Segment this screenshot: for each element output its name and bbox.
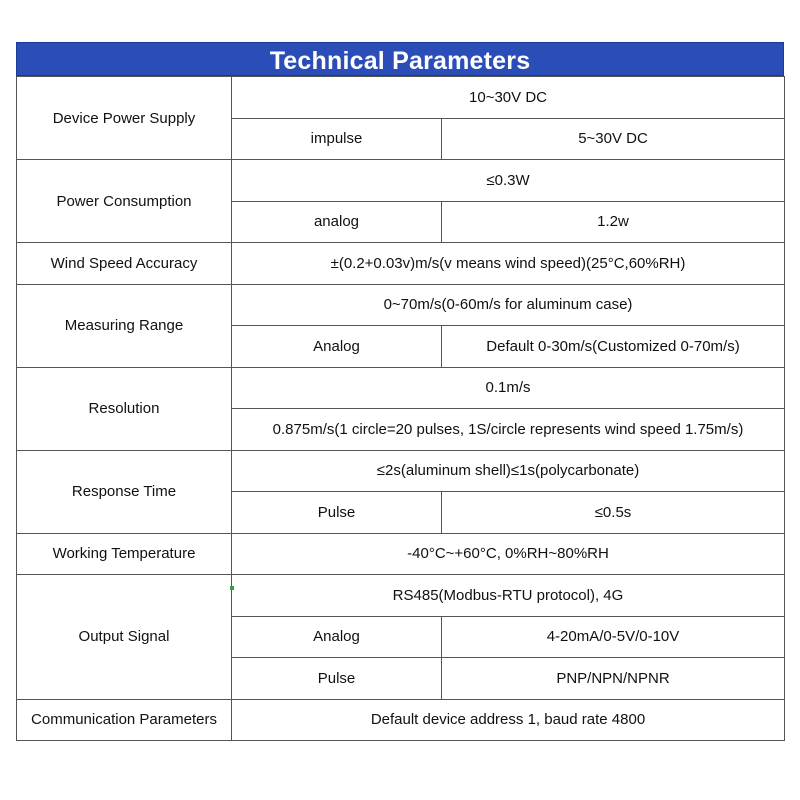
param-sublabel-output-analog: Analog — [232, 616, 442, 658]
param-value-response-time: ≤2s(aluminum shell)≤1s(polycarbonate) — [232, 450, 785, 492]
table-row — [17, 533, 785, 575]
table-row — [17, 699, 785, 741]
table-row — [17, 160, 785, 202]
param-value-power-consumption: ≤0.3W — [232, 160, 785, 202]
param-sublabel-impulse: impulse — [232, 118, 442, 160]
param-label-output-signal: Output Signal — [17, 575, 232, 700]
param-label-communication: Communication Parameters — [17, 699, 232, 741]
param-label-resolution: Resolution — [17, 367, 232, 450]
green-marker — [230, 586, 234, 590]
param-label-response-time: Response Time — [17, 450, 232, 533]
table-row — [17, 77, 785, 119]
table-row — [17, 367, 785, 409]
table-row — [17, 284, 785, 326]
param-subvalue-output-analog: 4-20mA/0-5V/0-10V — [442, 616, 785, 658]
param-label-power-supply: Device Power Supply — [17, 77, 232, 160]
param-sublabel-analog: analog — [232, 201, 442, 243]
param-label-power-consumption: Power Consumption — [17, 160, 232, 243]
table-row — [17, 450, 785, 492]
param-label-working-temperature: Working Temperature — [17, 533, 232, 575]
table-row — [17, 243, 785, 285]
param-subvalue-analog: 1.2w — [442, 201, 785, 243]
param-label-wind-speed-accuracy: Wind Speed Accuracy — [17, 243, 232, 285]
param-value-power-supply: 10~30V DC — [232, 77, 785, 119]
param-value-working-temperature: -40°C~+60°C, 0%RH~80%RH — [232, 533, 785, 575]
param-sublabel-pulse: Pulse — [232, 492, 442, 534]
param-value-resolution: 0.1m/s — [232, 367, 785, 409]
param-subvalue-pulse: ≤0.5s — [442, 492, 785, 534]
param-value-output-signal: RS485(Modbus-RTU protocol), 4G — [232, 575, 785, 617]
param-value-communication: Default device address 1, baud rate 4800 — [232, 699, 785, 741]
param-value-wind-speed-accuracy: ±(0.2+0.03v)m/s(v means wind speed)(25°C,60%RH) — [232, 243, 785, 285]
param-label-measuring-range: Measuring Range — [17, 284, 232, 367]
param-sublabel-analog-range: Analog — [232, 326, 442, 368]
table-title: Technical Parameters — [16, 42, 784, 76]
param-subvalue-output-pulse: PNP/NPN/NPNR — [442, 658, 785, 700]
table-row — [17, 575, 785, 617]
technical-parameters-sheet — [16, 42, 784, 741]
param-sublabel-output-pulse: Pulse — [232, 658, 442, 700]
param-subvalue-analog-range: Default 0-30m/s(Customized 0-70m/s) — [442, 326, 785, 368]
param-value-measuring-range: 0~70m/s(0-60m/s for aluminum case) — [232, 284, 785, 326]
param-detail-resolution: 0.875m/s(1 circle=20 pulses, 1S/circle represents wind speed 1.75m/s) — [232, 409, 785, 451]
param-subvalue-impulse: 5~30V DC — [442, 118, 785, 160]
parameters-table — [16, 76, 785, 741]
